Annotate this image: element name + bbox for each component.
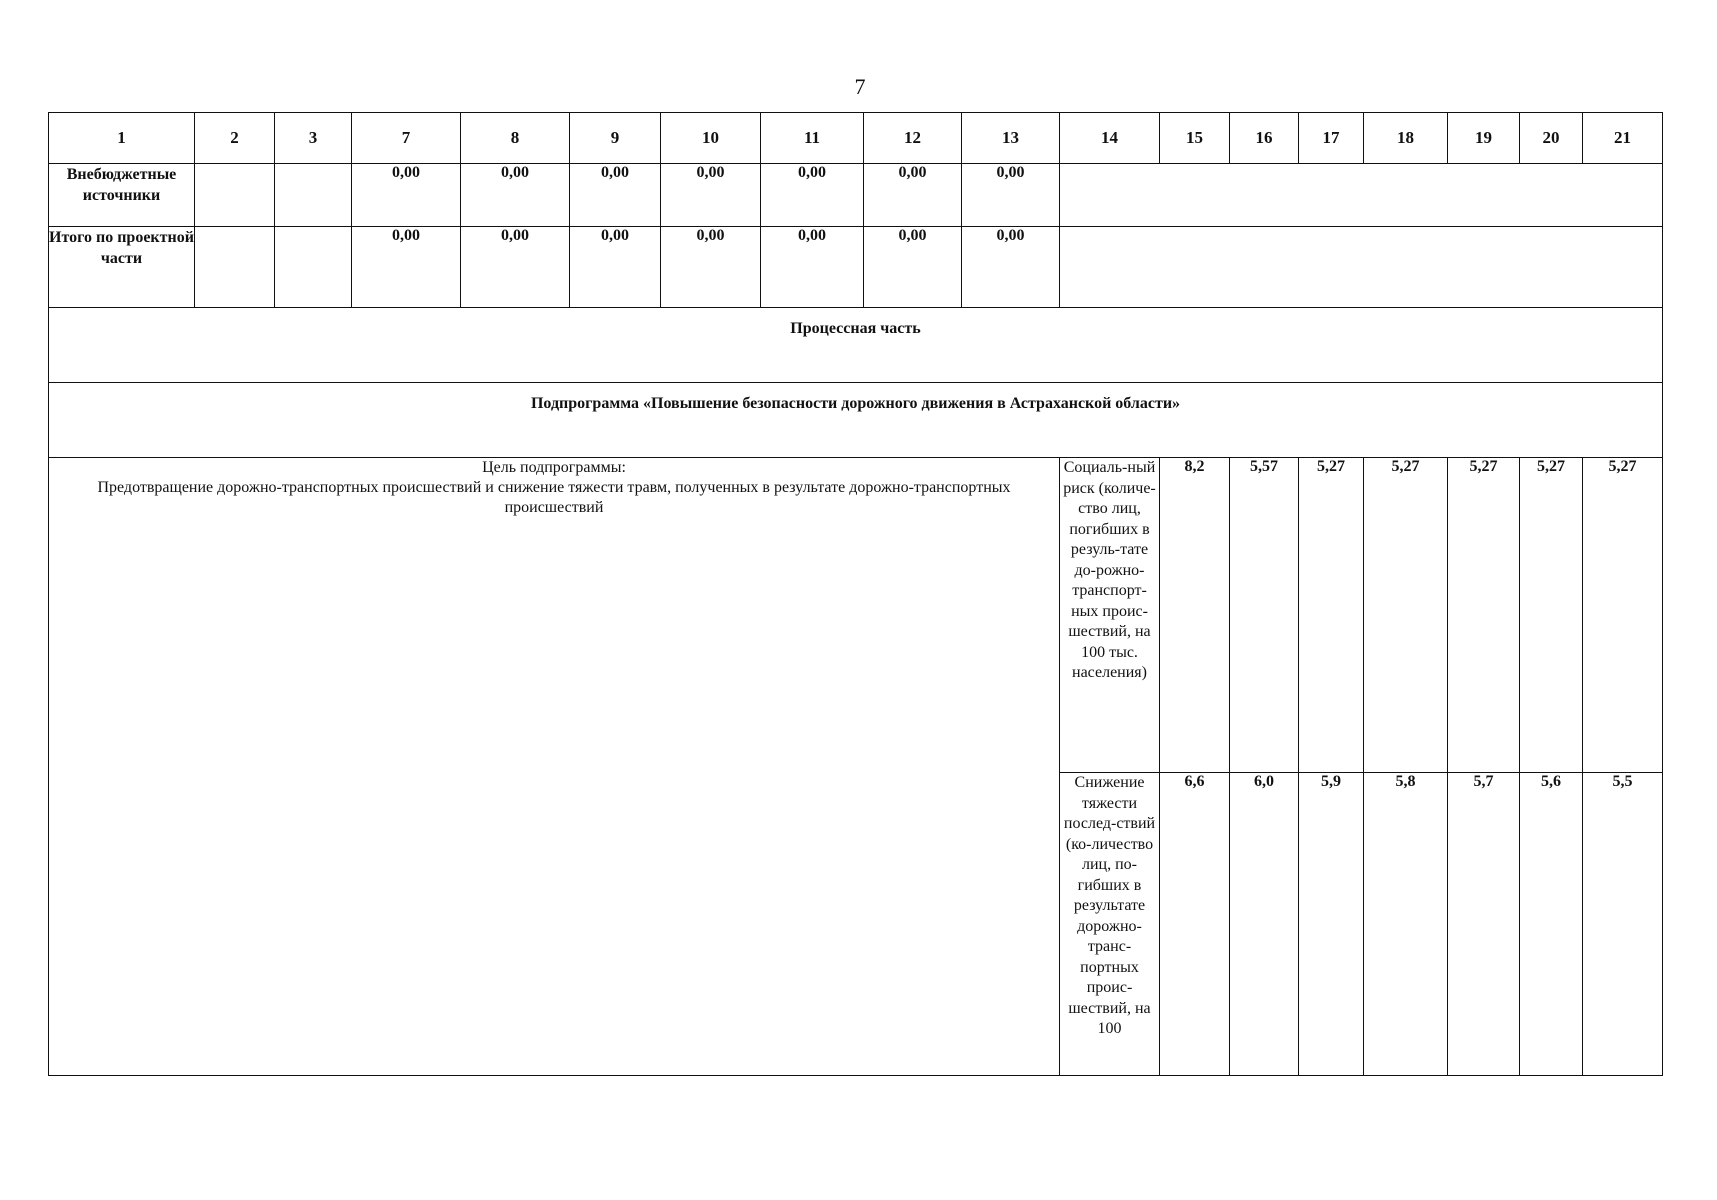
- program-table: [48, 112, 1663, 1076]
- row-label: Внебюджетные источники: [49, 164, 195, 227]
- indicator-value: 5,27: [1299, 458, 1364, 773]
- column-header: 14: [1060, 113, 1160, 164]
- amount-cell: 0,00: [661, 227, 761, 308]
- amount-cell: 0,00: [761, 164, 864, 227]
- indicator-value: 5,27: [1364, 458, 1448, 773]
- column-header: 16: [1230, 113, 1299, 164]
- column-header: 13: [962, 113, 1060, 164]
- column-header: 11: [761, 113, 864, 164]
- amount-cell: 0,00: [461, 227, 570, 308]
- column-header: 1: [49, 113, 195, 164]
- indicator-name: Снижение тяжести послед-ствий (ко-личество лиц, по-гибших в результате дорожно-транс-портных проис-шествий, на 100: [1060, 773, 1160, 1076]
- process-section-row: [49, 308, 1663, 383]
- indicator-row: [49, 458, 1663, 773]
- column-header: 17: [1299, 113, 1364, 164]
- indicator-name: Социаль-ный риск (количе-ство лиц, погибших в резуль-тате до-рожно-транспорт-ных проис-шествий, на 100 тыс. населения): [1060, 458, 1160, 773]
- column-header: 19: [1448, 113, 1520, 164]
- column-header: 7: [352, 113, 461, 164]
- amount-cell: 0,00: [461, 164, 570, 227]
- indicator-value: 5,9: [1299, 773, 1364, 1076]
- page-number: 7: [854, 74, 866, 99]
- column-header: 10: [661, 113, 761, 164]
- indicator-value: 5,27: [1520, 458, 1583, 773]
- indicator-value: 5,27: [1448, 458, 1520, 773]
- subprogram-row: [49, 383, 1663, 458]
- amount-cell: 0,00: [962, 227, 1060, 308]
- goal-heading: Цель подпрограммы:: [482, 459, 626, 476]
- empty-cell: [195, 164, 275, 227]
- amount-cell: 0,00: [570, 227, 661, 308]
- column-header: 9: [570, 113, 661, 164]
- empty-merged-cell: [1060, 227, 1663, 308]
- indicator-value: 5,8: [1364, 773, 1448, 1076]
- column-header: 20: [1520, 113, 1583, 164]
- section-heading: Процессная часть: [49, 308, 1663, 383]
- subprogram-title: Подпрограмма «Повышение безопасности дорожного движения в Астраханской области»: [49, 383, 1663, 458]
- column-header: 12: [864, 113, 962, 164]
- indicator-value: 6,0: [1230, 773, 1299, 1076]
- empty-cell: [275, 227, 352, 308]
- amount-cell: 0,00: [962, 164, 1060, 227]
- amount-cell: 0,00: [570, 164, 661, 227]
- indicator-value: 5,27: [1583, 458, 1663, 773]
- column-header: 21: [1583, 113, 1663, 164]
- indicator-value: 5,7: [1448, 773, 1520, 1076]
- empty-cell: [195, 227, 275, 308]
- empty-merged-cell: [1060, 164, 1663, 227]
- column-header: 15: [1160, 113, 1230, 164]
- indicator-value: 6,6: [1160, 773, 1230, 1076]
- indicator-value: 5,57: [1230, 458, 1299, 773]
- amount-cell: 0,00: [864, 164, 962, 227]
- column-header: 2: [195, 113, 275, 164]
- indicator-value: 5,6: [1520, 773, 1583, 1076]
- column-header: 18: [1364, 113, 1448, 164]
- amount-cell: 0,00: [864, 227, 962, 308]
- amount-cell: 0,00: [352, 227, 461, 308]
- indicator-value: 5,5: [1583, 773, 1663, 1076]
- row-label: Итого по проектной части: [49, 227, 195, 308]
- goal-cell: [49, 458, 1060, 1076]
- column-header: 3: [275, 113, 352, 164]
- amount-cell: 0,00: [352, 164, 461, 227]
- funding-row-extrabudgetary: [49, 164, 1663, 227]
- amount-cell: 0,00: [661, 164, 761, 227]
- header-row: [49, 113, 1663, 164]
- indicator-value: 8,2: [1160, 458, 1230, 773]
- amount-cell: 0,00: [761, 227, 864, 308]
- empty-cell: [275, 164, 352, 227]
- goal-text: Предотвращение дорожно-транспортных происшествий и снижение тяжести травм, полученных в результате дорожно-транспортных происшествий: [97, 479, 1011, 516]
- funding-row-project-total: [49, 227, 1663, 308]
- column-header: 8: [461, 113, 570, 164]
